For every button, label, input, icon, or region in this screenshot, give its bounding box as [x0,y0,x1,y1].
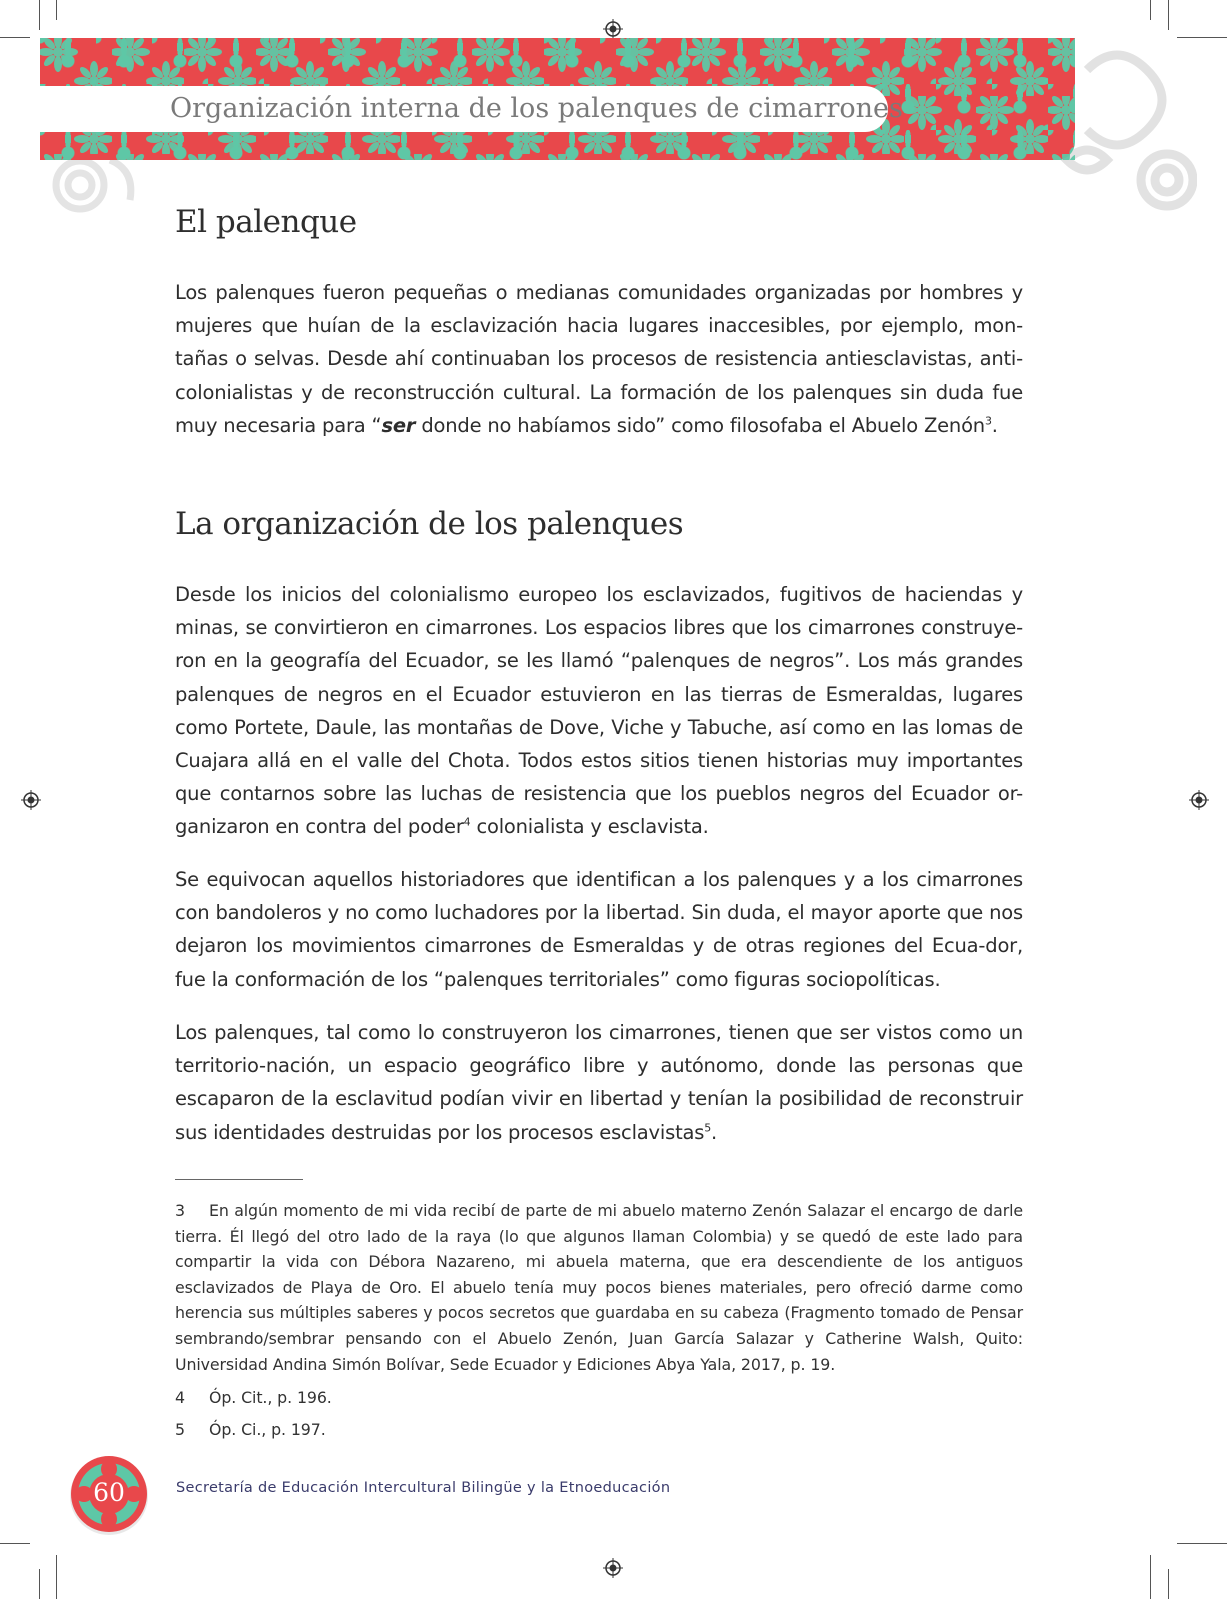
footnote [175,1385,1023,1411]
paragraph-text: . [711,1120,718,1144]
registration-mark-icon [1189,790,1209,810]
footnote-text: Óp. Cit., p. 196. [209,1388,332,1407]
body-paragraph [175,276,1023,442]
crop-mark [0,1543,30,1544]
crop-mark [1168,0,1169,30]
page-number: 60 [93,1478,125,1507]
paragraph-text: donde no habíamos sido” como filosofaba el Abuelo Zenón [415,413,985,437]
publisher-name: Secretaría de Educación Intercultural Bilingüe y la Etnoeducación [176,1480,671,1496]
footnote-ref: 4 [463,815,471,829]
paragraph-text: colonialista y esclavista. [470,815,709,839]
footnote [175,1198,1023,1377]
crop-mark [39,1569,40,1599]
footnote-divider [175,1179,303,1180]
crop-mark [39,0,40,30]
registration-mark-icon [603,19,623,39]
body-paragraph [175,578,1023,844]
footnote-number: 4 [175,1388,185,1407]
section-heading: El palenque [175,204,357,240]
footnote-text: Óp. Ci., p. 197. [209,1420,326,1439]
crop-mark [1168,1569,1169,1599]
footnote-text: En algún momento de mi vida recibí de parte de mi abuelo materno Zenón Salazar el encargo de darle tierra. Él llegó del otro lado de la raya (lo que algunos llaman Colombia) y se quedó de este lado para compartir la vida con Débora Nazareno, mi abuela materna, que era descendiente de los antiguos esclavizados de Playa de Oro. El abuelo tenía muy pocos bienes materiales, pero ofreció darme como herencia sus múltiples saberes y pocos secretos que guardaba en su cabeza (Fragmento tomado de Pensar sembrando/sembrar pensando con el Abuelo Zenón, Juan García Salazar y Catherine Walsh, Quito: Universidad Andina Simón Bolívar, Sede Ecuador y Ediciones Abya Yala, 2017, p. 19. [175,1201,1023,1374]
crop-mark [1150,0,1151,20]
footnote-ref: 3 [984,414,992,428]
footnote-number: 3 [175,1201,185,1220]
emphasis-text: ser [381,413,416,437]
body-paragraph [175,1016,1023,1149]
decorative-swirl-icon [40,150,150,220]
page-header-title: Organización interna de los palenques de cimarrones [40,86,888,132]
crop-mark [1150,1555,1151,1599]
section-heading: La organización de los palenques [175,506,684,542]
registration-mark-icon [603,1558,623,1578]
crop-mark [56,1555,57,1599]
footnote [175,1417,1023,1443]
body-paragraph: Se equivocan aquellos historiadores que identifican a los palenques y a los cimarrones con bandoleros y no como luchadores por la libertad. Sin duda, el mayor aporte que nos dejaron los movimientos cimarrones de Esmeraldas y de otras regiones del Ecua-dor, fue la conformación de los “palenques territoriales” como figuras sociopolíticas. [175,868,1023,991]
registration-mark-icon [21,790,41,810]
crop-mark [56,0,57,20]
crop-mark [0,37,30,38]
paragraph-text: . [991,413,998,437]
paragraph-text: Los palenques fueron pequeñas o medianas comunidades organizadas por hombres y mujeres que huían de la esclavización hacia lugares inaccesibles, por ejemplo, mon-tañas o selvas. Desde ahí continuaban los procesos de resistencia antiesclavistas, anti-colonialistas y de reconstrucción cultural. La formación de los palenques sin duda fue muy necesaria para “ [175,281,1023,437]
footnote-number: 5 [175,1420,185,1439]
crop-mark [1177,1543,1227,1544]
paragraph-text: Los palenques, tal como lo construyeron los cimarrones, tienen que ser vistos como un territorio-nación, un espacio geográfico libre y autónomo, donde las personas que escaparon de la esclavitud podían vivir en libertad y tenían la posibilidad de reconstruir sus identidades destruidas por los procesos esclavistas [175,1021,1023,1144]
footnote-ref: 5 [704,1121,712,1135]
paragraph-text: Desde los inicios del colonialismo europeo los esclavizados, fugitivos de haciendas y minas, se convirtieron en cimarrones. Los espacios libres que los cimarrones construye-ron en la geografía del Ecuador, se les llamó “palenques de negros”. Los más grandes palenques de negros en el Ecuador estuvieron en las tierras de Esmeraldas, lugares como Portete, Daule, las montañas de Dove, Viche y Tabuche, así como en las lomas de Cuajara allá en el valle del Chota. Todos estos sitios tienen historias muy importantes que contarnos sobre las luchas de resistencia que los pueblos negros del Ecuador or-ganizaron en contra del poder [175,583,1023,839]
